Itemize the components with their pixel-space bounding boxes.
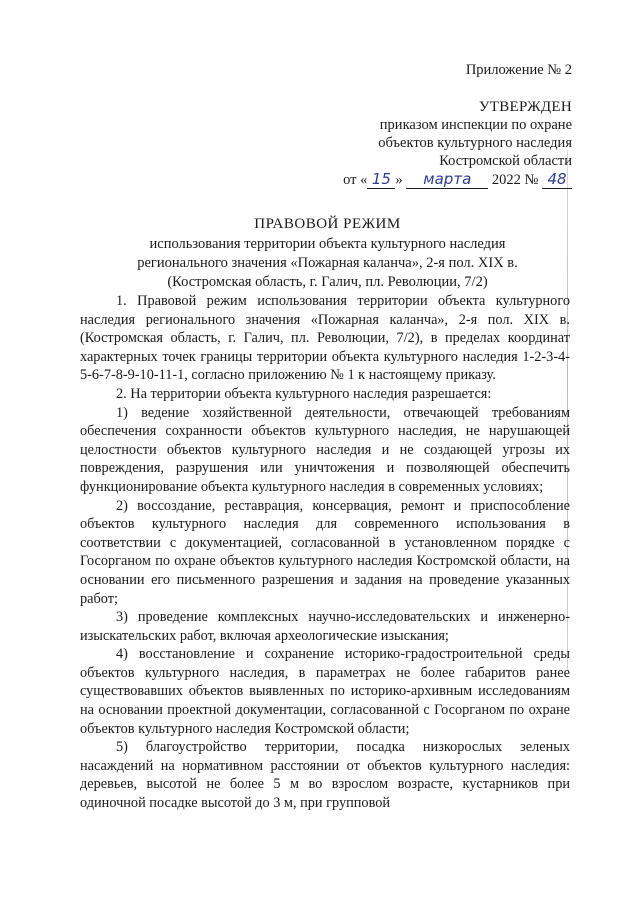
approved-by-line: объектов культурного наследия <box>378 135 572 151</box>
paragraph: 1. Правовой режим использования территории объекта культурного наследия регионального значения «Пожарная каланча», 2-я пол. XIX в. (Костромская область, г. Галич, пл. Революции, 7/2), в пределах координат характерных точек границы территории объекта культурного наследия 1-2-3-4-5-6-7-8-9-10-11-1, согласно приложению № 1 к настоящему приказу. <box>80 293 570 384</box>
paragraph: 3) проведение комплексных научно-исследовательских и инженерно-изыскательских работ, включая археологические изыскания; <box>80 609 570 644</box>
order-date-line <box>312 171 572 189</box>
document-heading <box>110 215 545 292</box>
document-body <box>80 292 570 813</box>
handwritten-month: марта <box>423 170 472 188</box>
heading-line: регионального значения «Пожарная каланча», 2-я пол. XIX в. <box>137 255 518 271</box>
handwritten-day: 15 <box>371 170 391 188</box>
handwritten-order-number: 48 <box>547 170 567 188</box>
date-day-field <box>367 171 395 189</box>
heading-line: (Костромская область, г. Галич, пл. Революции, 7/2) <box>167 274 488 290</box>
approved-label: УТВЕРЖДЕН <box>478 99 572 115</box>
date-prefix: от « <box>343 172 368 188</box>
paragraph: 2) воссоздание, реставрация, консервация, ремонт и приспособление объектов культурного наследия для современного использования в соответствии с документацией, согласованной в установленном порядке с Госорганом по охране объектов культурного наследия Костромской области, на основании его письменного разрешения и задания на проведение указанных работ; <box>80 497 570 607</box>
date-year: 2022 № <box>491 172 539 188</box>
appendix-label: Приложение № 2 <box>465 62 572 78</box>
paragraph: 2. На территории объекта культурного наследия разрешается: <box>116 385 492 402</box>
approval-block <box>312 98 572 189</box>
paragraph: 5) благоустройство территории, посадка низкорослых зеленых насаждений на нормативном расстоянии от объектов культурного наследия: деревьев, высотой не более 5 м во взрослом возрасте, кустарников при одиночной посадке высотой до 3 м, при групповой <box>80 739 570 812</box>
paragraph: 4) восстановление и сохранение историко-градостроительной среды объектов культурного наследия, в параметрах не более габаритов ранее существовавших объектов выявленных по историко-архивным исследованиям на основании проектной документации, согласованной с Госорганом по охране объектов культурного наследия Костромской области; <box>80 646 570 737</box>
order-number-field <box>542 171 572 189</box>
heading-line: использования территории объекта культурного наследия <box>149 236 506 252</box>
approved-by-line: Костромской области <box>439 153 572 169</box>
date-month-field <box>406 171 488 189</box>
date-mid: » <box>395 172 403 188</box>
document-title: ПРАВОВОЙ РЕЖИМ <box>254 216 401 232</box>
paragraph: 1) ведение хозяйственной деятельности, отвечающей требованиям обеспечения сохранности объектов культурного наследия, не нарушающей целостности объектов культурного наследия и не создающей угрозы их повреждения, разрушения или уничтожения и позволяющей обеспечить функционирование объекта культурного наследия в современных условиях; <box>80 404 570 495</box>
approved-by-line: приказом инспекции по охране <box>379 117 572 133</box>
